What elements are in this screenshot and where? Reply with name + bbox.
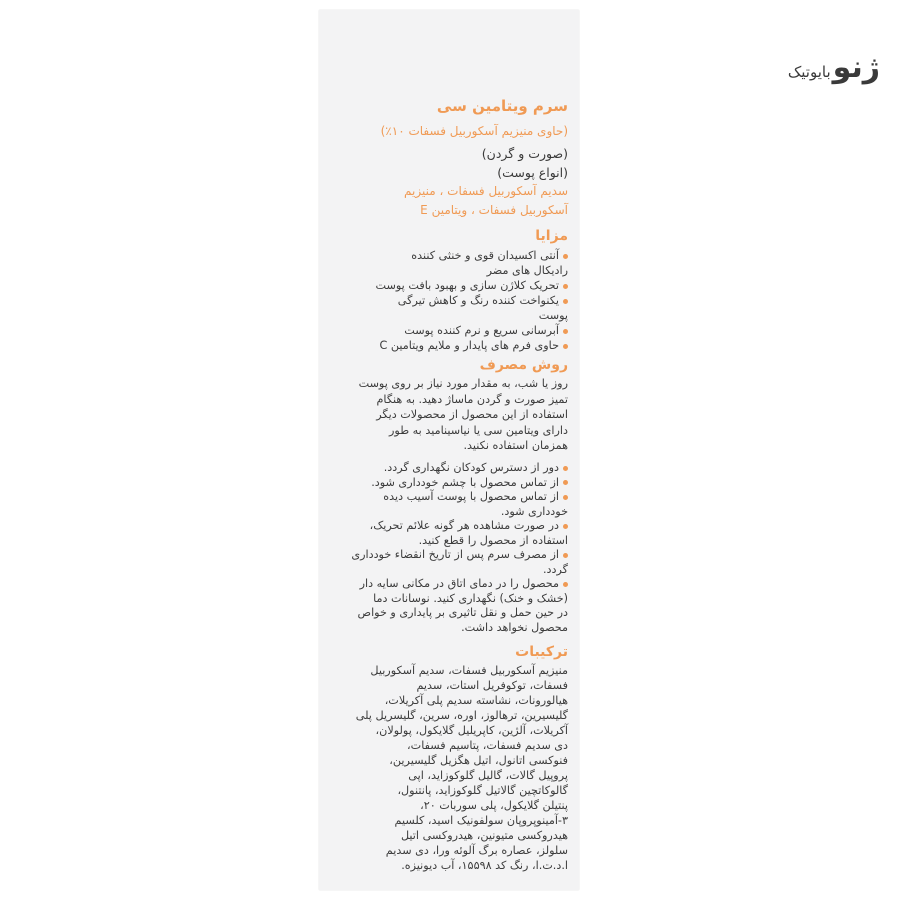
composition-line: ا.د.ت.ا، رنگ کد ۱۵۵۹۸، آب دیونیزه.	[401, 859, 568, 872]
composition-line: منیزیم آسکوربیل فسفات، سدیم آسکوربیل	[370, 664, 568, 677]
usage-line: دارای ویتامین سی یا نیاسینامید به طور	[389, 423, 568, 437]
warning-item: از مصرف سرم پس از تاریخ انقضاء خودداری	[332, 547, 568, 562]
usage-line: همزمان استفاده نکنید.	[463, 439, 568, 452]
bullet-dot-icon	[563, 524, 568, 529]
usage-line: استفاده از این محصول از محصولات دیگر	[376, 408, 568, 421]
bullet-dot-icon	[563, 299, 568, 304]
composition-title: ترکیبات	[515, 644, 568, 660]
bullet-dot-icon	[563, 254, 568, 259]
brand-subtitle: بایوتیک	[787, 63, 831, 81]
warning-item: در حین حمل و نقل تاثیری بر پایداری و خواص	[357, 606, 568, 619]
bullet-dot-icon	[563, 582, 568, 587]
warning-item: در صورت مشاهده هر گونه علائم تحریک،	[332, 518, 568, 533]
usage-line: تمیز صورت و گردن ماساژ دهید. به هنگام	[376, 392, 568, 406]
warning-item: گردد.	[542, 562, 568, 576]
bullet-dot-icon	[563, 344, 568, 349]
composition-line: ۳-آمینوپروپان سولفونیک اسید، کلسیم	[394, 814, 568, 827]
warning-item: دور از دسترس کودکان نگهداری گردد.	[332, 460, 568, 475]
usage-title: روش مصرف	[479, 357, 568, 373]
bullet-dot-icon	[563, 480, 568, 485]
product-skin-type: (انواع پوست)	[497, 165, 568, 180]
benefits-title: مزایا	[535, 228, 568, 244]
bullet-dot-icon	[563, 329, 568, 334]
composition-line: سلولز، عصاره برگ آلوئه ورا، دی سدیم	[385, 844, 568, 857]
warning-item: محصول را در دمای اتاق در مکانی سایه دار	[332, 576, 568, 591]
active-ingredients-line-2: آسکوربیل فسفات ، ویتامین E	[420, 203, 568, 217]
bullet-dot-icon	[563, 495, 568, 500]
benefit-item: رادیکال های مضر	[486, 264, 568, 277]
warning-item: از تماس محصول با پوست آسیب دیده	[332, 489, 568, 504]
benefit-item: پوست	[538, 309, 568, 322]
bullet-dot-icon	[563, 553, 568, 558]
product-area: (صورت و گردن)	[481, 146, 568, 161]
benefit-item: تحریک کلاژن سازی و بهبود بافت پوست	[332, 278, 568, 293]
composition-line: هیالورونات، نشاسته سدیم پلی آکریلات،	[384, 694, 568, 707]
composition-line: آکریلات، آلژین، کاپریلیل گلایکول، پولولان،	[375, 724, 568, 737]
active-ingredients-line-1: سدیم آسکوربیل فسفات ، منیزیم	[404, 184, 568, 198]
usage-line: روز یا شب، به مقدار مورد نیاز بر روی پوست	[358, 377, 568, 390]
composition-line: دی سدیم فسفات، پتاسیم فسفات،	[407, 739, 568, 752]
bullet-dot-icon	[563, 284, 568, 289]
warning-item: استفاده از محصول را قطع کنید.	[418, 533, 568, 547]
composition-line: گالوکاتچین گالاتیل گلوکوزاید، پانتنول،	[397, 784, 568, 797]
benefit-item: آنتی اکسیدان قوی و خنثی کننده	[332, 248, 568, 263]
warning-item: خودداری شود.	[500, 504, 568, 518]
brand-name: ژنو	[832, 50, 880, 85]
composition-line: فنوکسی اتانول، اتیل هگزیل گلیسیرین،	[389, 754, 568, 767]
brand-logo	[788, 50, 880, 85]
warning-item: محصول نخواهد داشت.	[461, 620, 568, 634]
benefit-item: حاوی فرم های پایدار و ملایم ویتامین C	[332, 338, 568, 353]
product-title: سرم ویتامین سی	[436, 97, 568, 115]
composition-line: هیدروکسی متیونین، هیدروکسی اتیل	[400, 829, 568, 842]
warning-item: (خشک و خنک) نگهداری کنید. نوسانات دما	[373, 591, 568, 605]
composition-line: گلیسیرین، ترهالوز، اوره، سرین، گلیسریل پلی	[355, 709, 568, 722]
composition-line: پنتیلن گلایکول، پلی سوربات ۲۰،	[420, 799, 568, 812]
composition-line: فسفات، توکوفریل استات، سدیم	[416, 679, 568, 692]
benefit-item: یکنواخت کننده رنگ و کاهش تیرگی	[332, 293, 568, 308]
bullet-dot-icon	[563, 466, 568, 471]
composition-line: پروپیل گالات، گالیل گلوکوزاید، اپی	[408, 769, 568, 782]
product-subtitle: (حاوی منیزیم آسکوربیل فسفات ۱۰٪)	[380, 124, 568, 138]
warning-item: از تماس محصول با چشم خودداری شود.	[332, 475, 568, 490]
benefit-item: آبرسانی سریع و نرم کننده پوست	[332, 323, 568, 338]
